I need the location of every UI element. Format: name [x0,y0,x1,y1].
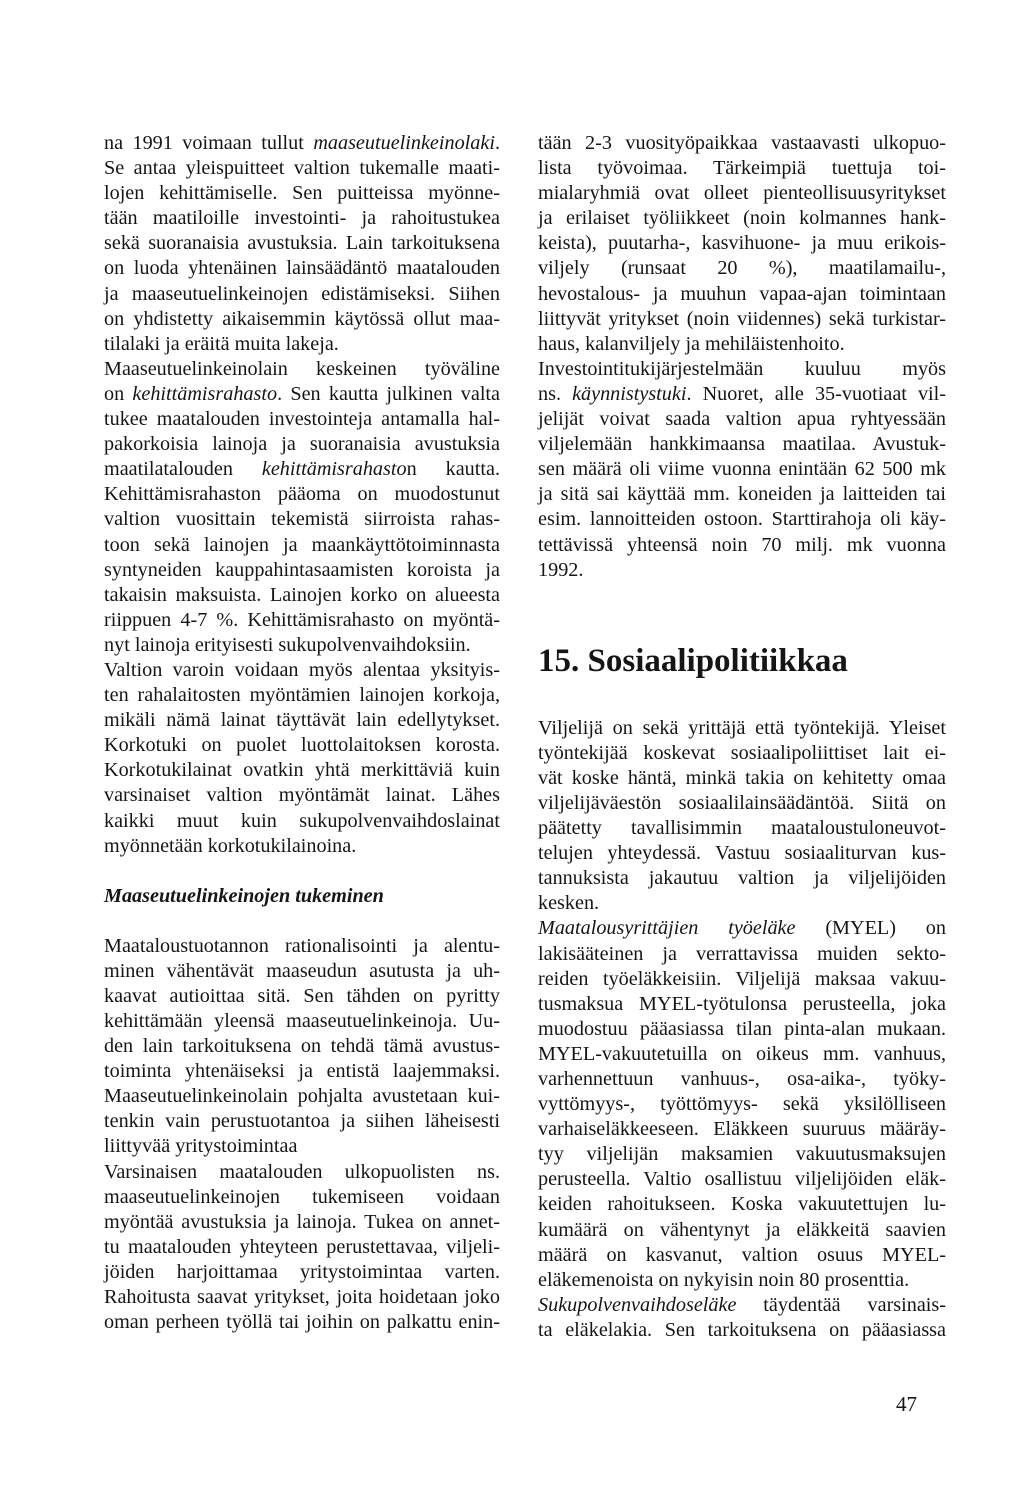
text-line: minen vähentävät maaseudun asutusta ja uh- [104,959,500,982]
text-line: on yhdistetty aikaisemmin käytössä ollut maa- [104,307,500,330]
chapter-heading: 15. Sosiaalipolitiikkaa [538,642,848,679]
text-line: na 1991 voimaan tullut maaseutuelinkeinolaki. [104,132,500,154]
text-line: perusteella. Valtio osallistuu viljelijöiden eläk- [538,1168,946,1191]
text-line: reiden työeläkkeisiin. Viljelijä maksaa vakuu- [538,967,946,990]
text-line: muodostuu pääasiassa tilan pinta-alan mukaan. [538,1017,946,1040]
text-line: oman perheen työllä tai joihin on palkattu enin- [104,1311,500,1334]
text-line: keiden rahoitukseen. Koska vakuutettujen lu- [538,1193,946,1216]
emphasized-term: kehittämisrahasto [132,382,278,405]
text-line: mialaryhmiä ovat olleet pienteollisuusyritykset [538,182,946,205]
text-line: MYEL-vakuutetuilla on oikeus mm. vanhuus, [538,1042,946,1065]
text-line: keista), puutarha-, kasvihuone- ja muu erikois- [538,232,946,255]
text-line: kehittämään yleensä maaseutuelinkeinoja. Uu- [104,1010,500,1032]
text-line: varhennettuun vanhuus-, osa-aika-, työky- [538,1068,946,1090]
text-line: maatilatalouden kehittämisrahaston kautta. [104,458,500,481]
text-line: liittyvää yritystoimintaa [104,1135,298,1158]
text-line: valtion vuosittain tekemistä siirroista rahas- [104,508,500,531]
text-line: myöntää avustuksia ja lainoja. Tukea on annet- [104,1210,500,1233]
text-line: sekä suoranaisia avustuksia. Lain tarkoituksena [104,232,500,255]
text-line: Maatalousyrittäjien työeläke (MYEL) on [538,917,946,940]
text-line: on luoda yhtenäinen lainsäädäntö maatalouden [104,257,500,280]
text-line: den lain tarkoituksena on tehdä tämä avustus- [104,1035,500,1058]
paragraph [104,934,500,1160]
text-line: lista työvoimaa. Tärkeimpiä tuettuja toi- [538,157,946,180]
left-column [104,131,500,1335]
text-line: tään 2-3 vuosityöpaikkaa vastaavasti ulkopuo- [538,132,946,154]
text-line: Rahoitusta saavat yritykset, joita hoidetaan joko [104,1286,500,1309]
text-line: tukee maatalouden investointeja antamalla hal- [104,408,500,431]
text-line: tu maatalouden yhteyteen perustettavaa, viljeli- [104,1235,500,1258]
text-line: ja erilaiset työliikkeet (noin kolmannes hank- [538,207,946,230]
text-line: määrä on kasvanut, valtion osuus MYEL- [538,1243,946,1266]
paragraph [538,1293,946,1343]
text-line: tilalaki ja eräitä muita lakeja. [104,332,339,355]
paragraph [538,716,946,917]
text-line: hevostalous- ja muuhun vapaa-ajan toimintaan [538,282,946,305]
text-line: lojen kehittämiselle. Sen puitteissa myönne- [104,182,500,205]
text-line: haus, kalanviljely ja mehiläistenhoito. [538,332,845,355]
text-line: telujen yhteydessä. Vastuu sosiaaliturvan kus- [538,842,946,865]
text-line: Korkotukilainat ovatkin yhtä merkittäviä kuin [104,759,500,782]
text-line: ja maaseutuelinkeinojen edistämiseksi. Siihen [104,282,500,305]
emphasized-term: maaseutuelinkeinolaki [313,132,495,154]
text-line: kesken. [538,892,600,915]
text-line: viljely (runsaat 20 %), maatilamailu-, [538,257,946,280]
text-line: toiminta yhtenäiseksi ja entistä laajemmaksi. [104,1060,500,1083]
text-line: ns. käynnistystuki. Nuoret, alle 35-vuotiaat vil- [538,382,947,405]
text-line: jelijät voivat saada valtion apua ryhtyessään [538,408,946,431]
text-line: nyt lainoja erityisesti sukupolvenvaihdoksiin. [104,633,471,656]
emphasized-term: Sukupolvenvaihdoseläke [538,1293,737,1316]
text-line: tannuksista jakautuu valtion ja viljelijöiden [538,867,946,890]
text-line: Sukupolvenvaihdoseläke täydentää varsinais- [538,1293,946,1316]
paragraph [538,916,946,1292]
text-line: tettävissä yhteensä noin 70 milj. mk vuonna [538,533,946,556]
text-line: Maaseutuelinkeinolain pohjalta avustetaan kui- [104,1085,500,1108]
text-line: ta eläkelakia. Sen tarkoituksena on pääasiassa [538,1318,946,1341]
text-line: ja sitä sai käyttää mm. koneiden ja laitteiden tai [538,483,946,506]
text-line: Maataloustuotannon rationalisointi ja alentu- [104,934,500,957]
text-line: kumäärä on vähentynyt ja eläkkeitä saavien [538,1218,946,1241]
page-number: 47 [896,1392,917,1416]
text-line: jöiden harjoittamaa yritystoimintaa varten. [104,1260,500,1283]
text-line: lakisääteinen ja verrattavissa muiden sekto- [538,942,946,965]
text-line: mikäli nämä lainat täyttävät lain edellytykset. [104,709,500,732]
text-line: päätetty tavallisimmin maataloustuloneuvot- [538,817,946,840]
paragraph [104,1160,500,1336]
text-line: tyy viljelijän maksamien vakuutusmaksujen [538,1143,946,1166]
text-line: tusmaksua MYEL-työtulonsa perusteella, joka [538,992,946,1015]
text-line: Viljelijä on sekä yrittäjä että työntekijä. Yleiset [538,716,946,739]
text-line: takaisin maksuista. Lainojen korko on alueesta [104,583,500,606]
text-line: Investointitukijärjestelmään kuuluu myös [538,357,946,380]
text-line: myönnetään korkotukilainoina. [104,834,357,857]
text-line: esim. lannoitteiden ostoon. Starttirahoja oli käy- [538,508,946,531]
right-column [538,131,946,1343]
text-line: työntekijää koskevat sosiaalipoliittiset lait ei- [538,741,946,764]
text-line: Valtion varoin voidaan myös alentaa yksityis- [104,658,500,681]
paragraph [104,131,500,357]
text-line: tenkin vain perustuotantoa ja siihen läheisesti [104,1110,500,1133]
text-line: viljelijäväestön sosiaalilainsäädäntöä. Siitä on [538,791,946,814]
text-line: syntyneiden kauppahintasaamisten koroista ja [104,558,500,581]
text-line: varhaiseläkkeeseen. Eläkkeen suuruus määräy- [538,1118,946,1141]
text-line: viljelemään hankkimaansa maatilaa. Avustuk- [538,433,946,456]
text-line: 1992. [538,558,584,581]
text-line: kaikki muut kuin sukupolvenvaihdoslainat [104,809,500,832]
text-line: pakorkoisia lainoja ja suoranaisia avustuksia [104,433,500,456]
text-line: kaavat autioittaa sitä. Sen tähden on pyritty [104,984,500,1007]
paragraph [104,357,500,658]
emphasized-term: Maatalousyrittäjien työeläke [538,917,796,940]
text-line: Maaseutuelinkeinolain keskeinen työväline [104,357,500,380]
text-line: maaseutuelinkeinojen tukemiseen voidaan [104,1185,500,1208]
paragraph [538,131,946,357]
text-line: varsinaiset valtion myöntämät lainat. Lähes [104,784,500,807]
emphasized-term: käynnistystuki [572,382,687,405]
text-line: eläkemenoista on nykyisin noin 80 prosenttia. [538,1268,910,1291]
text-line: toon sekä lainojen ja maankäyttötoiminnasta [104,533,500,556]
text-line: vät koske häntä, minkä takia on kehitetty omaa [538,766,946,789]
paragraph [538,357,946,583]
text-line: liittyvät yritykset (noin viidennes) sekä turkistar- [538,307,946,330]
paragraph [104,658,500,859]
text-line: vyttömyys-, työttömyys- sekä yksilölliseen [538,1093,946,1116]
text-line: ten rahalaitosten myöntämien lainojen korkoja, [104,684,500,707]
emphasized-term: kehittämisrahasto [261,458,407,481]
text-line: Korkotuki on puolet luottolaitoksen korosta. [104,734,500,757]
text-line: tään maatiloille investointi- ja rahoitustukea [104,207,500,230]
text-line: Kehittämisrahaston pääoma on muodostunut [104,483,500,506]
text-line: Se antaa yleispuitteet valtion tukemalle maati- [104,157,500,180]
text-line: Varsinaisen maatalouden ulkopuolisten ns. [104,1160,500,1183]
text-line: on kehittämisrahasto. Sen kautta julkinen valta [104,382,501,405]
section-heading: Maaseutuelinkeinojen tukeminen [104,884,384,907]
text-line: riippuen 4-7 %. Kehittämisrahasto on myöntä- [104,608,500,631]
text-line: sen määrä oli viime vuonna enintään 62 500 mk [538,458,946,481]
